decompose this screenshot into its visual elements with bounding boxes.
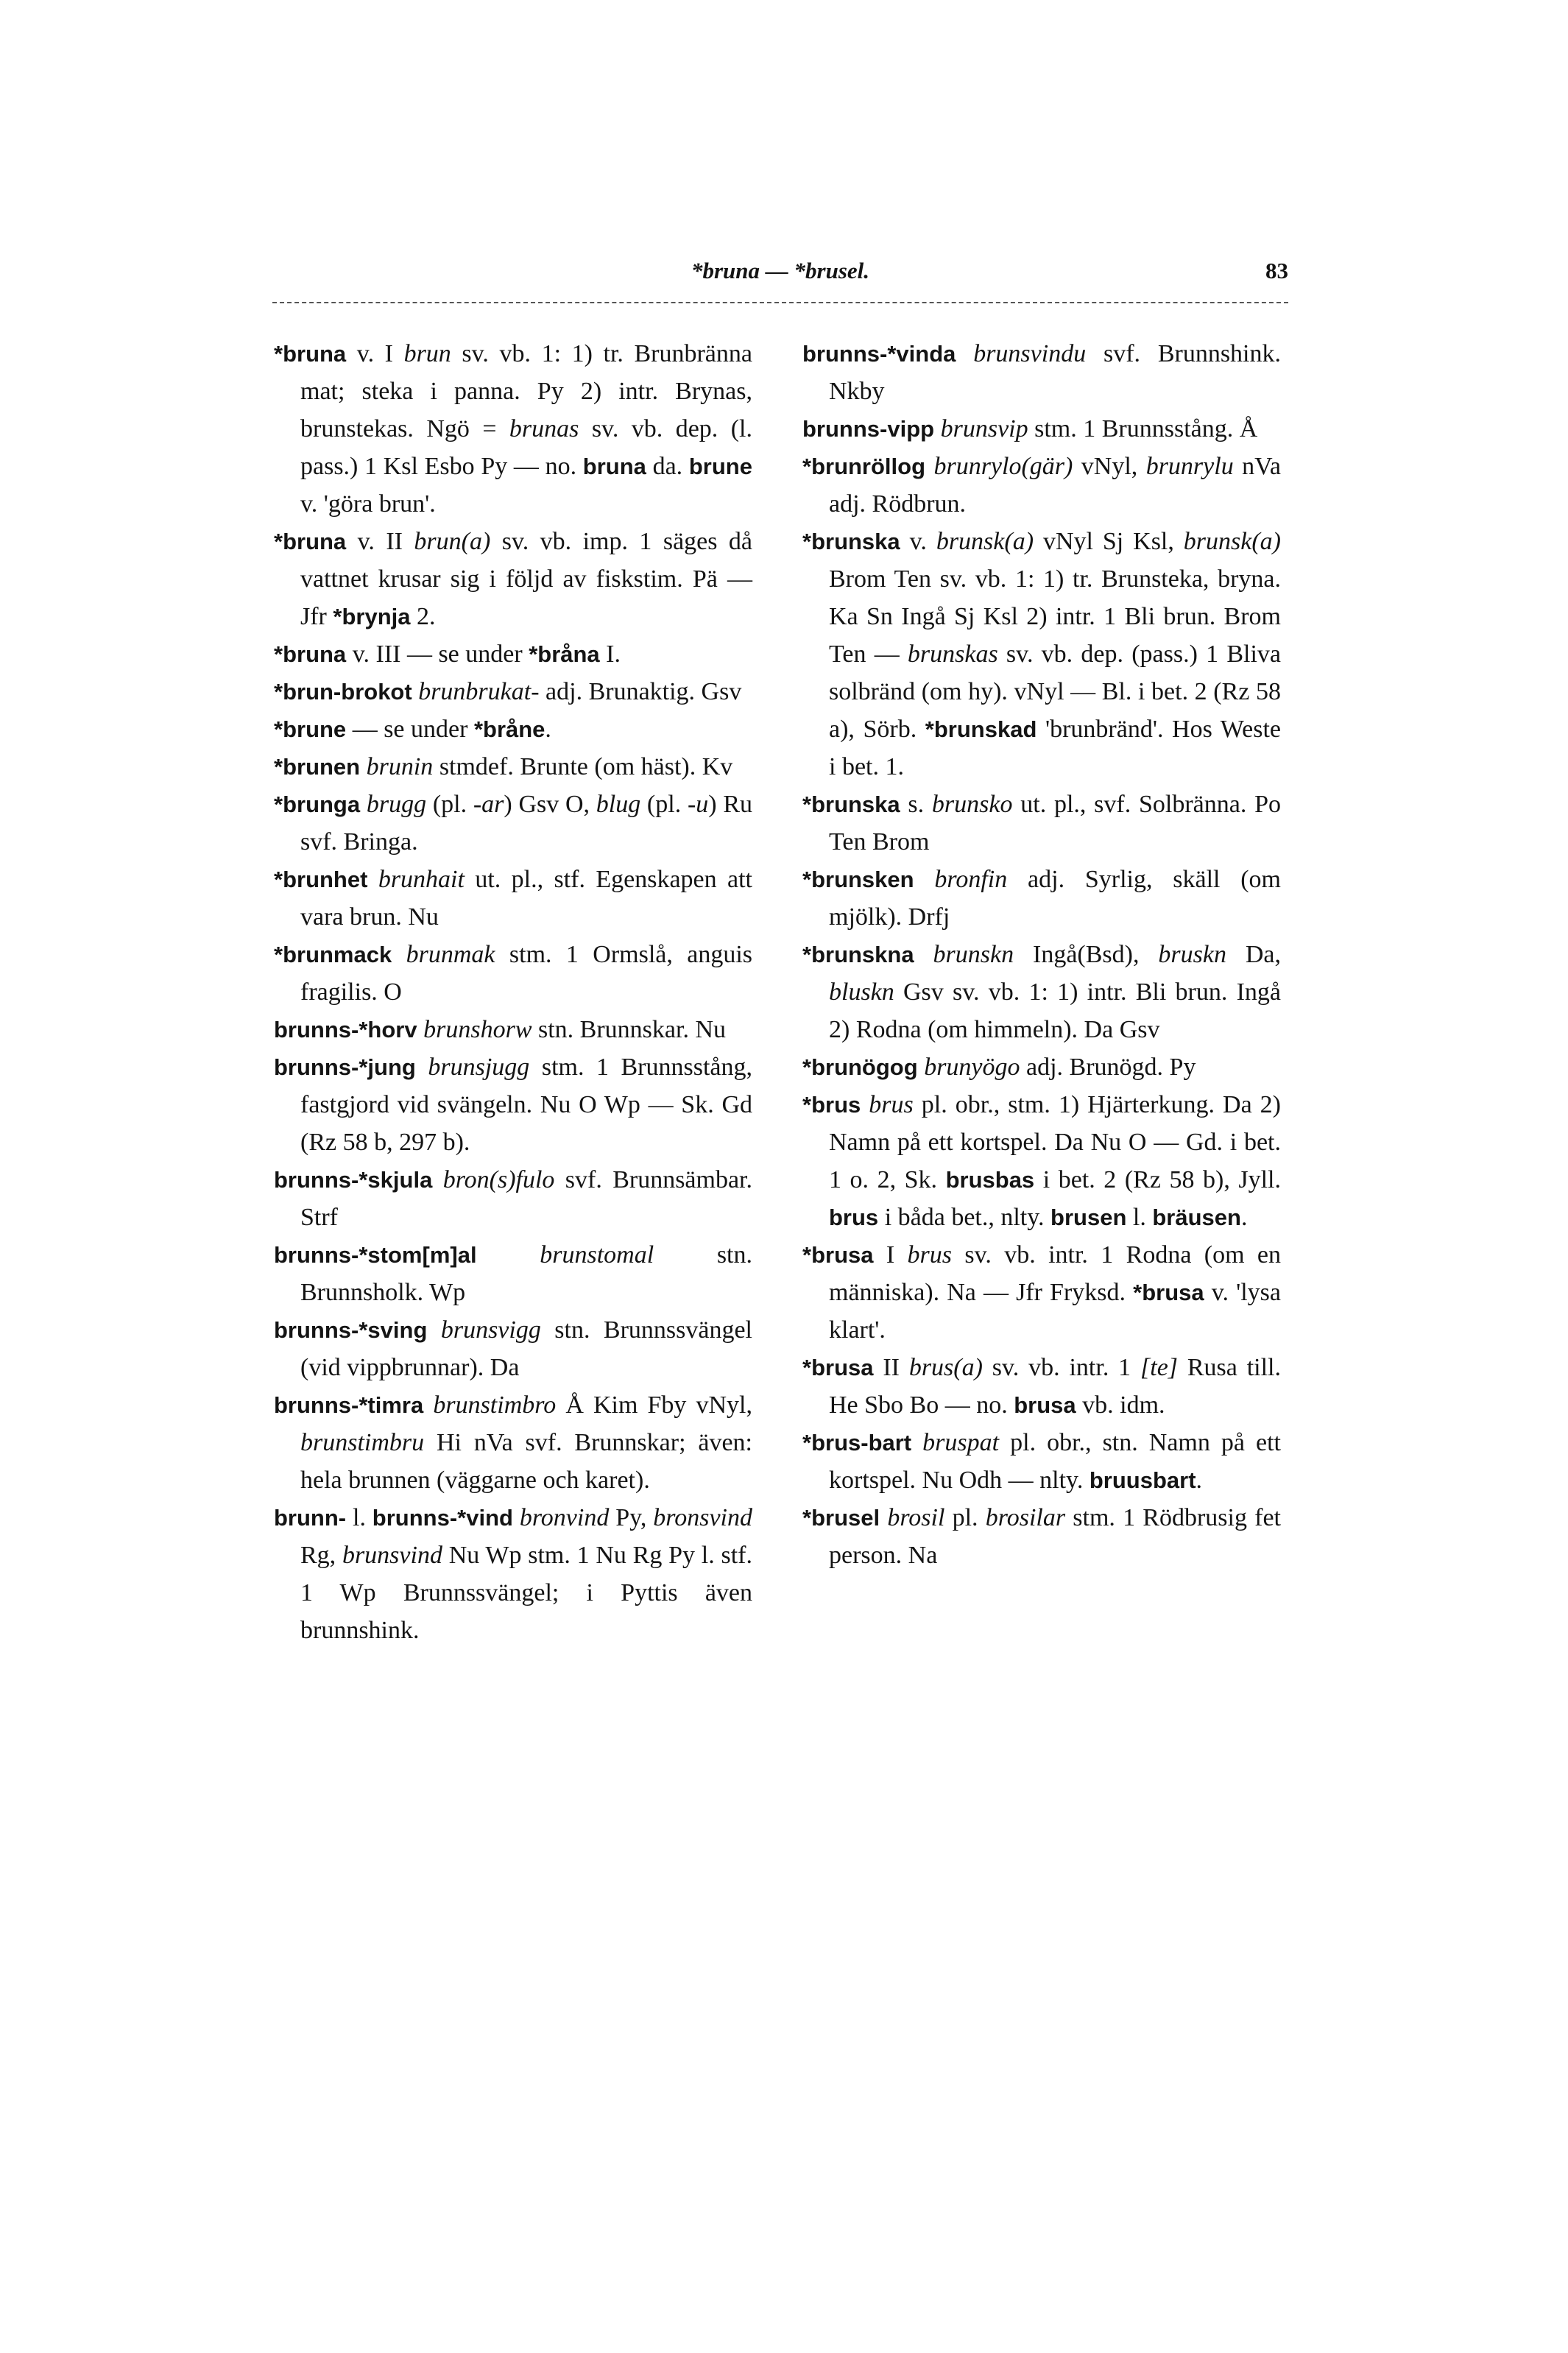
entry-text: vb. idm. (1076, 1391, 1165, 1419)
entry-text: adj. Brunögd. Py (1020, 1054, 1196, 1081)
entry-text (360, 753, 367, 780)
entry-dialect-form: brus (907, 1241, 952, 1269)
dictionary-entry (802, 1236, 1281, 1349)
dictionary-entry (802, 1048, 1281, 1086)
entry-text: sv. vb. intr. 1 (982, 1354, 1141, 1381)
entry-headword: brunns-*sving (274, 1317, 428, 1343)
entry-dialect-form: brus(a) (908, 1354, 983, 1381)
entry-bold-term: brune (688, 454, 752, 479)
entry-text: pl. (944, 1504, 986, 1531)
entry-text (918, 1054, 925, 1081)
entry-dialect-form: brunbrukat- (418, 678, 540, 705)
entry-dialect-form: brunsvind (342, 1542, 442, 1569)
entry-dialect-form: brunrylu (1145, 453, 1234, 480)
entry-text: Rusa till. He Sbo Bo — no. (829, 1354, 1281, 1419)
entry-headword: brunns-*jung (274, 1054, 416, 1080)
entry-headword: *bruna (274, 341, 347, 367)
entry-text: svf. Brunnshink. Nkby (829, 340, 1282, 405)
dictionary-entry (802, 786, 1281, 861)
entry-bold-term: brusbas (945, 1167, 1035, 1193)
entry-text: v. I (346, 340, 404, 367)
entry-text (392, 941, 406, 968)
entry-text (925, 453, 933, 480)
entry-text (477, 1241, 540, 1269)
entry-bold-term: *brusa (1133, 1280, 1204, 1305)
entry-text (513, 1504, 520, 1531)
entry-headword: *brunskna (802, 942, 914, 967)
entry-text: l. (346, 1504, 372, 1531)
entry-bold-term: brusa (1014, 1392, 1076, 1418)
entry-bold-term: bruusbart (1089, 1467, 1196, 1493)
entry-text: svf. Brunnsämbar. Strf (300, 1166, 753, 1231)
entry-text: nVa adj. Rödbrun. (829, 453, 1281, 518)
entry-dialect-form: brunmak (406, 941, 495, 968)
entry-dialect-form: brunsvigg (440, 1316, 541, 1344)
dictionary-entry (274, 1311, 752, 1386)
entry-headword: *brunmack (274, 942, 392, 967)
left-column (274, 335, 752, 1649)
entry-bold-term: *bråna (529, 641, 600, 667)
entry-text (956, 340, 973, 367)
entry-text (861, 1091, 869, 1118)
header-rule (272, 302, 1288, 303)
dictionary-entry (274, 335, 752, 523)
entry-text (914, 941, 933, 968)
entry-text (934, 415, 941, 442)
entry-dialect-form: brunsvip (940, 415, 1028, 442)
entry-text: stm. 1 Brunnsstång, fastgjord vid svängeln. Nu O Wp — Sk. Gd (Rz 58 b, 297 b). (300, 1054, 753, 1156)
dictionary-entry (274, 936, 752, 1011)
entry-headword: *brunen (274, 754, 361, 780)
entry-dialect-form: brunyögo (924, 1054, 1020, 1081)
entry-text: adj. Syrlig, skäll (om mjölk). Drfj (829, 866, 1281, 931)
entry-headword: brunns-*horv (274, 1017, 417, 1043)
entry-bold-term: bräusen (1152, 1204, 1241, 1230)
entry-dialect-form: bruspat (922, 1429, 1000, 1456)
entry-text: pl. obr., stn. Namn på ett kortspel. Nu Odh — nlty. (829, 1429, 1281, 1494)
dictionary-entry (802, 410, 1281, 448)
entry-dialect-form: -u (687, 791, 709, 818)
entry-dialect-form: brunsvindu (973, 340, 1087, 367)
entry-text: sv. vb. imp. 1 säges då vattnet krusar sig i följd av fiskstim. Pä — Jfr (300, 528, 753, 630)
entry-text (880, 1504, 887, 1531)
entry-dialect-form: brosil (887, 1504, 945, 1531)
entry-text: stn. Brunnssvängel (vid vippbrunnar). Da (300, 1316, 752, 1381)
entry-text: ut. pl., svf. Solbränna. Po Ten Brom (829, 791, 1281, 856)
entry-dialect-form: brosilar (985, 1504, 1066, 1531)
entry-text: l. (1126, 1204, 1153, 1231)
dictionary-entry (274, 1011, 752, 1048)
entry-text: (pl. (426, 791, 473, 818)
entry-dialect-form: brunrylo(gär) (933, 453, 1073, 480)
running-head: *bruna — *brusel. (691, 258, 870, 283)
entry-bold-term: brunns-*vind (372, 1505, 513, 1531)
entry-text: v. (900, 528, 936, 555)
entry-dialect-form: brunsko (931, 791, 1013, 818)
entry-text: v. 'lysa klart'. (829, 1279, 1281, 1344)
entry-headword: *brusa (802, 1355, 874, 1380)
entry-text: sv. vb. intr. 1 Rodna (om en människa). Na — Jfr Fryksd. (829, 1241, 1281, 1306)
entry-text: Da, (1226, 941, 1282, 968)
entry-text: stm. 1 Ormslå, anguis fragilis. O (300, 941, 753, 1006)
dictionary-entry (802, 335, 1281, 410)
dictionary-entry (802, 1499, 1281, 1574)
entry-text (367, 866, 378, 893)
dictionary-entry (274, 786, 752, 861)
entry-bold-term: bruna (582, 454, 646, 479)
entry-text: II (873, 1354, 909, 1381)
entry-text: pl. obr., stm. 1) Hjärterkung. Da 2) Namn på ett kortspel. Da Nu O — Gd. i bet. 1 o. 2, Sk. (829, 1091, 1282, 1193)
entry-dialect-form: brugg (366, 791, 427, 818)
entry-text: (pl. (640, 791, 688, 818)
entry-headword: brunns-*timra (274, 1392, 424, 1418)
entry-text: sv. vb. 1: 1) tr. Brunbränna mat; steka i panna. Py 2) intr. Brynas, brunstekas. Ngö = (300, 340, 752, 442)
entry-text: 'brunbränd'. Hos Weste i bet. 1. (829, 716, 1281, 780)
entry-headword: *brunska (802, 529, 900, 554)
page-header (272, 258, 1288, 302)
entry-text: vNyl, (1073, 453, 1146, 480)
entry-text (914, 866, 935, 893)
entry-bold-term: brusen (1050, 1204, 1127, 1230)
entry-text (412, 678, 419, 705)
entry-dialect-form: [te] (1140, 1354, 1179, 1381)
entry-text: i båda bet., nlty. (878, 1204, 1051, 1231)
entry-text: Hi nVa svf. Brunnskar; även: hela brunnen (väggarne och karet). (300, 1429, 752, 1494)
right-column (802, 335, 1281, 1574)
entry-text: 2. (410, 603, 436, 630)
entry-dialect-form: blug (596, 791, 641, 818)
entry-headword: *brun-brokot (274, 679, 412, 705)
entry-text (427, 1316, 440, 1344)
entry-text: ut. pl., stf. Egenskapen att vara brun. Nu (300, 866, 753, 931)
entry-headword: brunns-vipp (802, 416, 935, 442)
dictionary-entry (802, 448, 1281, 523)
entry-headword: *brusa (802, 1242, 874, 1268)
entry-headword: *brus-bart (802, 1430, 912, 1456)
entry-text: v. II (346, 528, 414, 555)
dictionary-entry (274, 748, 752, 786)
entry-dialect-form: bron(s)fulo (442, 1166, 555, 1193)
entry-text: ) Ru svf. Bringa. (300, 791, 752, 856)
entry-headword: *brus (802, 1092, 861, 1118)
dictionary-entry (274, 1161, 752, 1236)
dictionary-entry (274, 1386, 752, 1499)
dictionary-entry (274, 523, 752, 635)
dictionary-entry (802, 1424, 1281, 1499)
entry-dialect-form: bluskn (829, 978, 894, 1006)
entry-dialect-form: brus (869, 1091, 914, 1118)
entry-dialect-form: bruskn (1158, 941, 1226, 968)
entry-text: sv. vb. dep. (l. pass.) 1 Ksl Esbo Py — no. (300, 415, 752, 480)
entry-dialect-form: bronvind (519, 1504, 610, 1531)
entry-text: stn. Brunnsholk. Wp (300, 1241, 752, 1306)
entry-text: . (545, 716, 551, 743)
entry-text: v. 'göra brun'. (300, 490, 436, 518)
entry-text (360, 791, 367, 818)
dictionary-entry (802, 936, 1281, 1048)
entry-headword: *brunögog (802, 1054, 918, 1080)
entry-bold-term: *brynja (333, 604, 411, 629)
entry-headword: *brunska (802, 791, 900, 817)
entry-text: Brom Ten sv. vb. 1: 1) tr. Brunsteka, bryna. Ka Sn Ingå Sj Ksl 2) intr. 1 Bli brun. Brom Ten — (829, 565, 1281, 668)
entry-dialect-form: brun(a) (414, 528, 491, 555)
page-number: 83 (1265, 258, 1288, 283)
dictionary-entry (274, 710, 752, 748)
entry-text: I. (599, 641, 621, 668)
entry-dialect-form: brunstimbro (433, 1391, 557, 1419)
entry-text: v. III — se under (346, 641, 529, 668)
dictionary-entry (802, 523, 1281, 786)
entry-text: Nu Wp stm. 1 Nu Rg Py l. stf. 1 Wp Brunnssvängel; i Pyttis även brunnshink. (300, 1542, 752, 1644)
entry-headword: *brusel (802, 1505, 880, 1531)
entry-text: — se under (346, 716, 474, 743)
dictionary-entry (274, 1048, 752, 1161)
entry-text (417, 1016, 424, 1043)
entry-text: Rg, (300, 1542, 342, 1569)
entry-dialect-form: brunsk(a) (1183, 528, 1281, 555)
entry-text: vNyl Sj Ksl, (1034, 528, 1184, 555)
entry-dialect-form: brunsk(a) (936, 528, 1034, 555)
entry-headword: *brunga (274, 791, 361, 817)
entry-headword: brunns-*skjula (274, 1167, 433, 1193)
entry-text (423, 1391, 433, 1419)
entry-text (432, 1166, 442, 1193)
entry-dialect-form: bronsvind (653, 1504, 753, 1531)
entry-text: . (1196, 1467, 1203, 1494)
entry-text: Py, (609, 1504, 654, 1531)
dictionary-entry (274, 1236, 752, 1311)
entry-text: . (1240, 1204, 1248, 1231)
entry-headword: *bruna (274, 641, 347, 667)
entry-text: Ingå(Bsd), (1014, 941, 1159, 968)
entry-dialect-form: -ar (473, 791, 504, 818)
entry-text: Å Kim Fby vNyl, (556, 1391, 752, 1419)
entry-text: Gsv sv. vb. 1: 1) intr. Bli brun. Ingå 2) Rodna (om himmeln). Da Gsv (829, 978, 1281, 1043)
entry-text (911, 1429, 922, 1456)
entry-dialect-form: brunskas (907, 641, 998, 668)
dictionary-entry (802, 1086, 1281, 1236)
entry-headword: *brunsken (802, 867, 914, 892)
entry-text: stmdef. Brunte (om häst). Kv (433, 753, 733, 780)
entry-headword: brunn- (274, 1505, 347, 1531)
entry-text (416, 1054, 428, 1081)
dictionary-entry (274, 673, 752, 710)
entry-dialect-form: brunsjugg (428, 1054, 530, 1081)
entry-text: stn. Brunnskar. Nu (532, 1016, 726, 1043)
entry-headword: *brunröllog (802, 454, 926, 479)
entry-dialect-form: brunskn (933, 941, 1014, 968)
dictionary-entry (802, 861, 1281, 936)
entry-dialect-form: brunshorw (423, 1016, 532, 1043)
dictionary-entry (802, 1349, 1281, 1424)
entry-text: stm. 1 Brunnsstång. Å (1028, 415, 1258, 442)
dictionary-entry (274, 635, 752, 673)
entry-headword: *bruna (274, 529, 347, 554)
entry-text: s. (900, 791, 932, 818)
entry-headword: *brune (274, 716, 347, 742)
entry-text: ) Gsv O, (504, 791, 596, 818)
entry-dialect-form: brunhait (378, 866, 465, 893)
entry-text: adj. Brunaktig. Gsv (539, 678, 742, 705)
entry-dialect-form: brunas (509, 415, 579, 442)
entry-dialect-form: brunstimbru (300, 1429, 425, 1456)
entry-text: sv. vb. dep. (pass.) 1 Bliva solbränd (om hy). vNyl — Bl. i bet. 2 (Rz 58 a), Sörb. (829, 641, 1281, 743)
dictionary-entry (274, 1499, 752, 1649)
entry-dialect-form: brunstomal (540, 1241, 654, 1269)
entry-text: I (873, 1241, 908, 1269)
entry-headword: brunns-*vinda (802, 341, 956, 367)
entry-dialect-form: brun (403, 340, 451, 367)
entry-text: stm. 1 Rödbrusig fet person. Na (829, 1504, 1282, 1569)
entry-headword: *brunhet (274, 867, 368, 892)
entry-text: i bet. 2 (Rz 58 b), Jyll. (1034, 1166, 1281, 1193)
entry-headword: brunns-*stom[m]al (274, 1242, 477, 1268)
dictionary-entry (274, 861, 752, 936)
entry-bold-term: brus (829, 1204, 879, 1230)
entry-dialect-form: brunin (366, 753, 434, 780)
entry-bold-term: *bråne (473, 716, 545, 742)
entry-bold-term: *brunskad (925, 716, 1037, 742)
entry-dialect-form: bronfin (934, 866, 1008, 893)
entry-text: da. (646, 453, 689, 480)
